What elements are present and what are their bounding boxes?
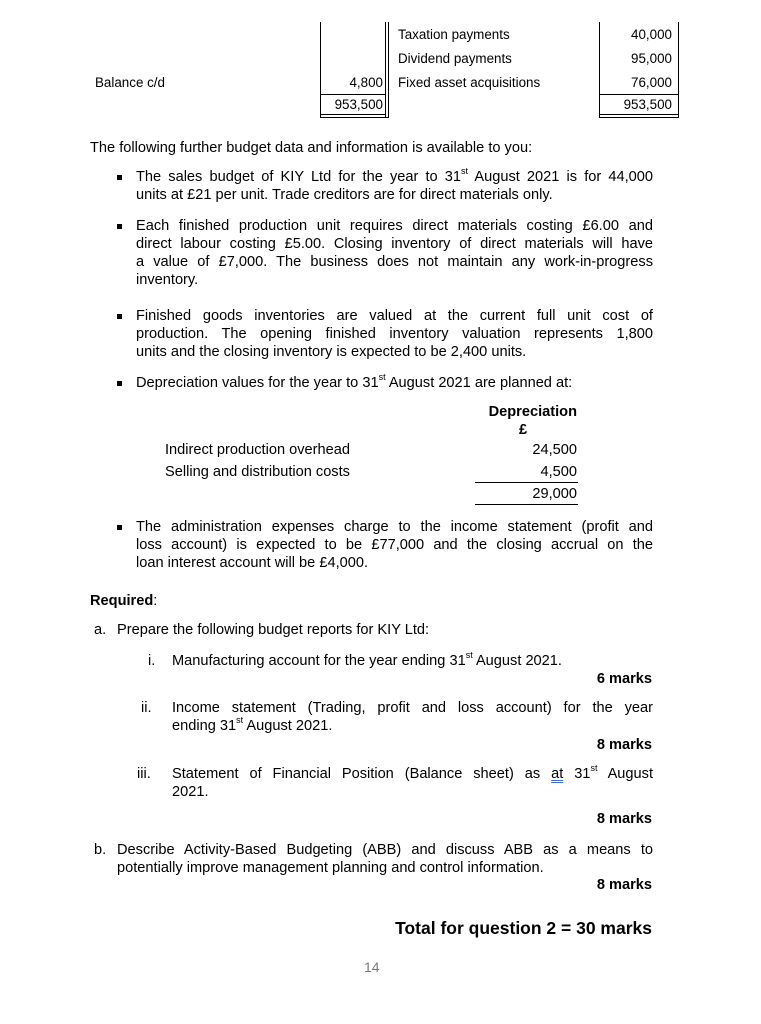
depreciation-row-amount: 24,500	[532, 442, 577, 458]
marks-label: 8 marks	[596, 877, 652, 893]
bullet-line: a value of £7,000. The business does not maintain any work-in-progress	[136, 254, 653, 270]
bullet-line: units and the closing inventory is expected to be 2,400 units.	[136, 344, 527, 360]
left-total: 953,500	[334, 97, 383, 112]
item-marker: iii.	[137, 766, 151, 782]
right-col-right-border	[678, 22, 679, 117]
depreciation-row-amount: 4,500	[540, 464, 577, 480]
item-marker: ii.	[141, 700, 152, 716]
cash-row-amount: 4,800	[349, 75, 383, 90]
grammar-flag: at	[551, 766, 564, 782]
left-total-top-rule	[320, 94, 386, 95]
depreciation-total: 29,000	[532, 486, 577, 502]
left-col-double-border-b	[388, 22, 389, 117]
cash-row-label: Dividend payments	[398, 51, 512, 66]
cash-row-amount: 40,000	[631, 27, 672, 42]
bullet-line: The sales budget of KIY Ltd for the year to 31st August 2021 is for 44,000	[136, 166, 653, 185]
square-bullet-icon	[117, 525, 122, 530]
question-total: Total for question 2 = 30 marks	[395, 918, 652, 938]
left-total-bottom-rule	[320, 114, 386, 115]
depreciation-row-label: Indirect production overhead	[165, 442, 350, 458]
bullet-line: loan interest account will be £4,000.	[136, 555, 369, 571]
bullet-line: Each finished production unit requires direct materials costing £6.00 and	[136, 218, 653, 234]
marks-label: 8 marks	[596, 737, 652, 753]
depreciation-row-label: Selling and distribution costs	[165, 464, 350, 480]
left-col-double-border-a	[385, 22, 386, 117]
total-rule	[475, 504, 578, 505]
right-total: 953,500	[623, 97, 672, 112]
left-total-double-rule	[320, 117, 389, 118]
currency-header: £	[519, 422, 528, 438]
cash-row-label: Balance c/d	[95, 75, 165, 90]
depreciation-header: Depreciation	[488, 404, 577, 420]
item-text: Manufacturing account for the year ending 31st August 2021.	[172, 650, 562, 669]
square-bullet-icon	[117, 314, 122, 319]
intro-text: The following further budget data and information is available to you:	[90, 140, 533, 156]
part-b-marker: b.	[94, 842, 107, 858]
right-total-double-rule	[599, 117, 679, 118]
cash-row-amount: 76,000	[631, 75, 672, 90]
part-b-text: Describe Activity-Based Budgeting (ABB) and discuss ABB as a means to	[117, 842, 653, 858]
page-number: 14	[364, 959, 380, 975]
item-text: 2021.	[172, 784, 209, 800]
right-total-bottom-rule	[599, 114, 679, 115]
item-text: Income statement (Trading, profit and loss account) for the year	[172, 700, 653, 716]
part-a-marker: a.	[94, 622, 107, 638]
bullet-line: The administration expenses charge to the income statement (profit and	[136, 519, 653, 535]
bullet-line: production. The opening finished inventory valuation represents 1,800	[136, 326, 653, 342]
bullet-line: Depreciation values for the year to 31st August 2021 are planned at:	[136, 372, 573, 391]
required-heading: Required:	[90, 593, 158, 609]
square-bullet-icon	[117, 224, 122, 229]
item-text: ending 31st August 2021.	[172, 715, 333, 734]
cash-row-label: Fixed asset acquisitions	[398, 75, 541, 90]
marks-label: 6 marks	[596, 671, 652, 687]
bullet-line: units at £21 per unit. Trade creditors are for direct materials only.	[136, 187, 553, 203]
cash-row-amount: 95,000	[631, 51, 672, 66]
square-bullet-icon	[117, 175, 122, 180]
bullet-line: Finished goods inventories are valued at the current full unit cost of	[136, 308, 653, 324]
bullet-line: inventory.	[136, 272, 199, 288]
bullet-line: direct labour costing £5.00. Closing inventory of direct materials will have	[136, 236, 653, 252]
item-marker: i.	[148, 653, 156, 669]
cash-row-label: Taxation payments	[398, 27, 510, 42]
square-bullet-icon	[117, 381, 122, 386]
part-a-text: Prepare the following budget reports for KIY Ltd:	[117, 622, 430, 638]
part-b-text: potentially improve management planning and control information.	[117, 860, 544, 876]
item-text: Statement of Financial Position (Balance sheet) as at 31st August	[172, 763, 654, 782]
right-total-top-rule	[599, 94, 679, 95]
marks-label: 8 marks	[596, 811, 652, 827]
subtotal-rule	[475, 482, 578, 483]
bullet-line: loss account) is expected to be £77,000 and the closing accrual on the	[136, 537, 653, 553]
